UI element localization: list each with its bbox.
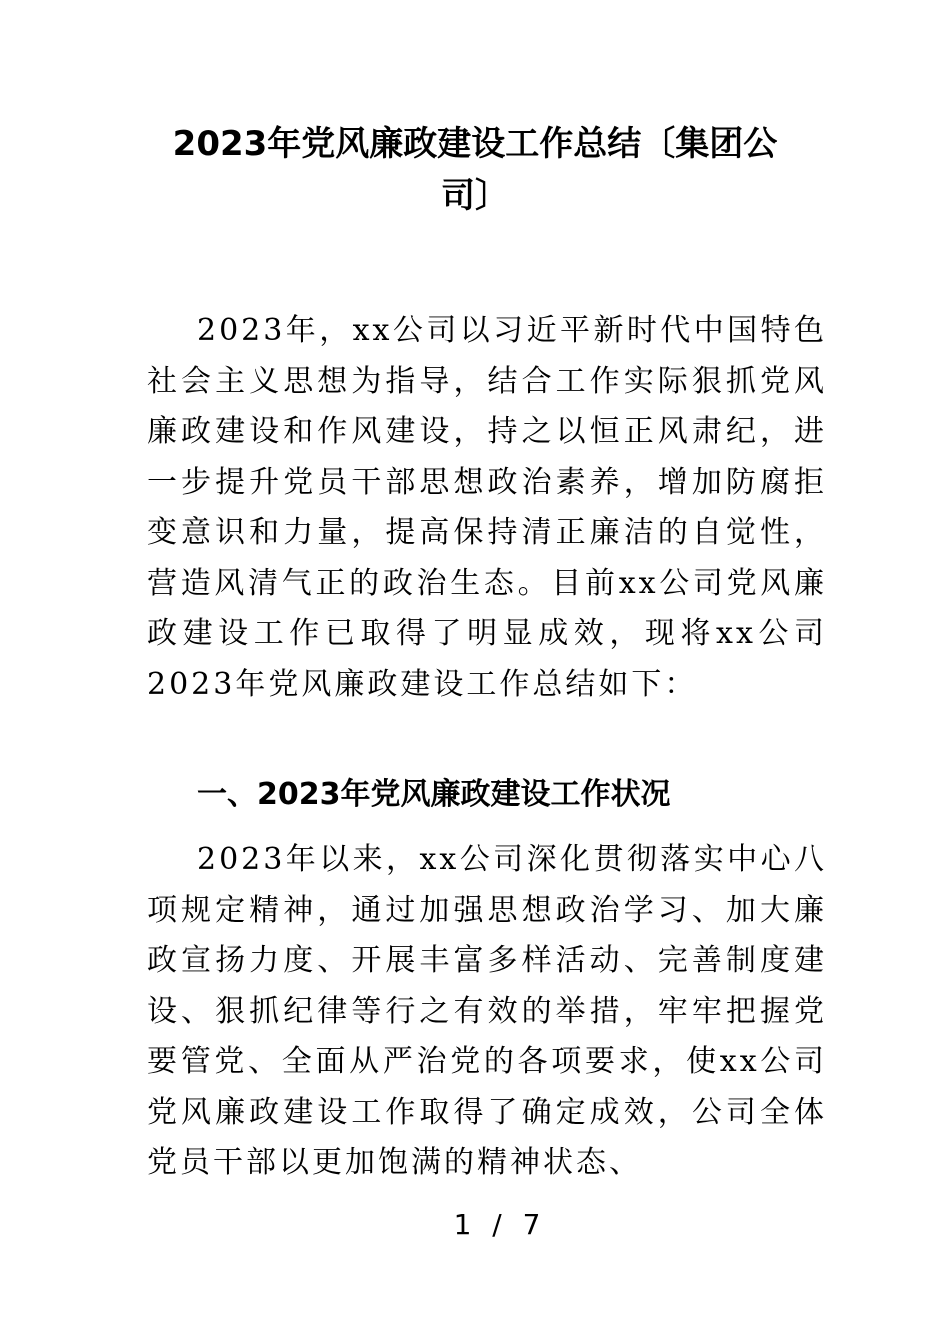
- page-number: 1 / 7: [453, 1208, 547, 1241]
- document-title: 2023年党风廉政建设工作总结〔集团公司〕: [172, 124, 778, 216]
- section-heading: 一、2023年党风廉政建设工作状况: [197, 777, 671, 812]
- section-paragraph: 2023年以来，xx公司深化贯彻落实中心八项规定精神，通过加强思想政治学习、加大廉政宣扬力度、开展丰富多样活动、完善制度建设、狠抓纪律等行之有效的举措，牢牢把握党要管党、全面从严治党的各项要求，使xx公司党风廉政建设工作取得了确定成效，公司全体党员干部以更加饱满的精神状态、: [147, 842, 827, 1180]
- intro-paragraph: 2023年，xx公司以习近平新时代中国特色社会主义思想为指导，结合工作实际狠抓党风廉政建设和作风建设，持之以恒正风肃纪，进一步提升党员干部思想政治素养，增加防腐拒变意识和力量，提高保持清正廉洁的自觉性，营造风清气正的政治生态。目前xx公司党风廉政建设工作已取得了明显成效，现将xx公司2023年党风廉政建设工作总结如下：: [147, 313, 827, 702]
